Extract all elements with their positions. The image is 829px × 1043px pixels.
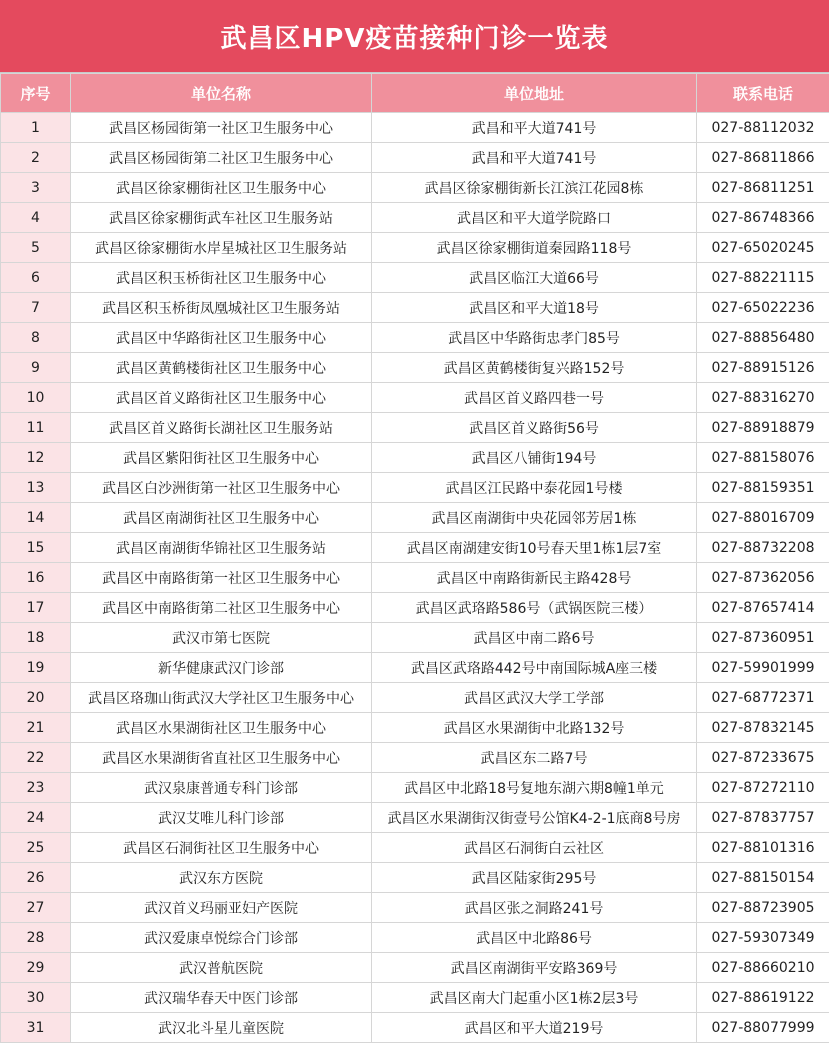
row-address: 武昌区东二路7号 [372, 743, 697, 773]
row-phone: 027-87657414 [697, 593, 829, 623]
row-address: 武昌区和平大道219号 [372, 1013, 697, 1043]
row-address: 武昌区中南二路6号 [372, 623, 697, 653]
table-row [1, 473, 829, 503]
table-row [1, 383, 829, 413]
page-title: 武昌区HPV疫苗接种门诊一览表 [0, 0, 829, 73]
table-row [1, 593, 829, 623]
row-index: 18 [1, 623, 71, 653]
table-row [1, 113, 829, 143]
table-row [1, 143, 829, 173]
row-address: 武昌区和平大道18号 [372, 293, 697, 323]
row-address: 武昌区中华路街忠孝门85号 [372, 323, 697, 353]
row-name: 武昌区积玉桥街社区卫生服务中心 [71, 263, 372, 293]
row-name: 武昌区中南路街第二社区卫生服务中心 [71, 593, 372, 623]
row-address: 武昌区黄鹤楼街复兴路152号 [372, 353, 697, 383]
row-index: 5 [1, 233, 71, 263]
row-name: 武昌区白沙洲街第一社区卫生服务中心 [71, 473, 372, 503]
table-row [1, 923, 829, 953]
row-address: 武昌区石洞街白云社区 [372, 833, 697, 863]
row-index: 2 [1, 143, 71, 173]
row-address: 武昌区临江大道66号 [372, 263, 697, 293]
table-row [1, 173, 829, 203]
row-index: 26 [1, 863, 71, 893]
row-name: 武昌区首义路街长湖社区卫生服务站 [71, 413, 372, 443]
row-index: 28 [1, 923, 71, 953]
row-name: 武汉市第七医院 [71, 623, 372, 653]
row-address: 武昌区南湖建安街10号春天里1栋1层7室 [372, 533, 697, 563]
row-name: 武昌区中南路街第一社区卫生服务中心 [71, 563, 372, 593]
row-name: 武昌区南湖街社区卫生服务中心 [71, 503, 372, 533]
row-name: 武汉瑞华春天中医门诊部 [71, 983, 372, 1013]
row-phone: 027-88101316 [697, 833, 829, 863]
row-phone: 027-87272110 [697, 773, 829, 803]
row-address: 武昌区武汉大学工学部 [372, 683, 697, 713]
row-phone: 027-87360951 [697, 623, 829, 653]
row-name: 武汉东方医院 [71, 863, 372, 893]
table-row [1, 623, 829, 653]
row-address: 武昌区水果湖街中北路132号 [372, 713, 697, 743]
row-name: 武昌区徐家棚街社区卫生服务中心 [71, 173, 372, 203]
row-index: 3 [1, 173, 71, 203]
row-index: 1 [1, 113, 71, 143]
row-name: 武昌区首义路街社区卫生服务中心 [71, 383, 372, 413]
row-index: 17 [1, 593, 71, 623]
row-index: 21 [1, 713, 71, 743]
row-phone: 027-65022236 [697, 293, 829, 323]
row-address: 武昌区南大门起重小区1栋2层3号 [372, 983, 697, 1013]
table-row [1, 1013, 829, 1043]
row-address: 武昌区中北路86号 [372, 923, 697, 953]
row-phone: 027-88316270 [697, 383, 829, 413]
table-row [1, 833, 829, 863]
row-index: 25 [1, 833, 71, 863]
row-index: 27 [1, 893, 71, 923]
row-phone: 027-59901999 [697, 653, 829, 683]
table-header [1, 74, 829, 113]
row-phone: 027-88150154 [697, 863, 829, 893]
clinic-table [0, 73, 829, 1043]
row-index: 10 [1, 383, 71, 413]
table-row [1, 983, 829, 1013]
table-row [1, 563, 829, 593]
row-address: 武昌区中南路街新民主路428号 [372, 563, 697, 593]
row-phone: 027-88221115 [697, 263, 829, 293]
row-name: 新华健康武汉门诊部 [71, 653, 372, 683]
row-address: 武昌和平大道741号 [372, 143, 697, 173]
table-row [1, 683, 829, 713]
table-row [1, 233, 829, 263]
table-row [1, 503, 829, 533]
header-name: 单位名称 [71, 74, 372, 113]
row-phone: 027-65020245 [697, 233, 829, 263]
header-row [1, 74, 829, 113]
row-index: 14 [1, 503, 71, 533]
row-index: 13 [1, 473, 71, 503]
table-row [1, 443, 829, 473]
row-phone: 027-68772371 [697, 683, 829, 713]
row-name: 武汉普航医院 [71, 953, 372, 983]
row-index: 9 [1, 353, 71, 383]
row-index: 4 [1, 203, 71, 233]
row-phone: 027-88016709 [697, 503, 829, 533]
row-address: 武昌区首义路街56号 [372, 413, 697, 443]
row-index: 29 [1, 953, 71, 983]
row-phone: 027-88077999 [697, 1013, 829, 1043]
row-phone: 027-59307349 [697, 923, 829, 953]
row-name: 武昌区水果湖街社区卫生服务中心 [71, 713, 372, 743]
row-phone: 027-87832145 [697, 713, 829, 743]
row-index: 15 [1, 533, 71, 563]
row-index: 11 [1, 413, 71, 443]
row-address: 武昌区陆家街295号 [372, 863, 697, 893]
row-name: 武昌区南湖街华锦社区卫生服务站 [71, 533, 372, 563]
row-phone: 027-88723905 [697, 893, 829, 923]
row-address: 武昌区首义路四巷一号 [372, 383, 697, 413]
table-row [1, 863, 829, 893]
table-row [1, 743, 829, 773]
row-phone: 027-88158076 [697, 443, 829, 473]
row-index: 19 [1, 653, 71, 683]
row-phone: 027-88619122 [697, 983, 829, 1013]
row-address: 武昌区徐家棚街道秦园路118号 [372, 233, 697, 263]
row-address: 武昌区和平大道学院路口 [372, 203, 697, 233]
header-phone: 联系电话 [697, 74, 829, 113]
row-phone: 027-86811251 [697, 173, 829, 203]
header-index: 序号 [1, 74, 71, 113]
row-name: 武昌区杨园街第一社区卫生服务中心 [71, 113, 372, 143]
row-phone: 027-88915126 [697, 353, 829, 383]
row-address: 武昌和平大道741号 [372, 113, 697, 143]
row-name: 武汉首义玛丽亚妇产医院 [71, 893, 372, 923]
row-index: 8 [1, 323, 71, 353]
row-address: 武昌区武珞路586号（武锅医院三楼） [372, 593, 697, 623]
row-phone: 027-88918879 [697, 413, 829, 443]
row-name: 武昌区积玉桥街凤凰城社区卫生服务站 [71, 293, 372, 323]
row-name: 武昌区水果湖街省直社区卫生服务中心 [71, 743, 372, 773]
row-name: 武昌区石洞街社区卫生服务中心 [71, 833, 372, 863]
row-index: 24 [1, 803, 71, 833]
row-address: 武昌区八铺街194号 [372, 443, 697, 473]
row-index: 6 [1, 263, 71, 293]
row-phone: 027-88732208 [697, 533, 829, 563]
row-name: 武汉爱康卓悦综合门诊部 [71, 923, 372, 953]
row-name: 武昌区中华路街社区卫生服务中心 [71, 323, 372, 353]
row-address: 武昌区张之洞路241号 [372, 893, 697, 923]
table-row [1, 263, 829, 293]
table-row [1, 293, 829, 323]
table-row [1, 953, 829, 983]
row-address: 武昌区徐家棚街新长江滨江花园8栋 [372, 173, 697, 203]
row-phone: 027-87837757 [697, 803, 829, 833]
row-address: 武昌区南湖街中央花园邻芳居1栋 [372, 503, 697, 533]
row-index: 30 [1, 983, 71, 1013]
row-phone: 027-88856480 [697, 323, 829, 353]
table-body [1, 113, 829, 1043]
row-name: 武昌区珞珈山街武汉大学社区卫生服务中心 [71, 683, 372, 713]
row-phone: 027-88159351 [697, 473, 829, 503]
row-phone: 027-87362056 [697, 563, 829, 593]
row-phone: 027-88112032 [697, 113, 829, 143]
row-name: 武昌区徐家棚街武车社区卫生服务站 [71, 203, 372, 233]
row-name: 武汉北斗星儿童医院 [71, 1013, 372, 1043]
row-index: 7 [1, 293, 71, 323]
row-name: 武汉艾唯儿科门诊部 [71, 803, 372, 833]
row-index: 16 [1, 563, 71, 593]
table-row [1, 533, 829, 563]
table-row [1, 413, 829, 443]
row-index: 20 [1, 683, 71, 713]
row-address: 武昌区水果湖街汉街壹号公馆K4-2-1底商8号房 [372, 803, 697, 833]
table-row [1, 773, 829, 803]
row-phone: 027-87233675 [697, 743, 829, 773]
row-index: 22 [1, 743, 71, 773]
row-name: 武昌区黄鹤楼街社区卫生服务中心 [71, 353, 372, 383]
table-row [1, 353, 829, 383]
row-address: 武昌区中北路18号复地东湖六期8幢1单元 [372, 773, 697, 803]
row-address: 武昌区江民路中泰花园1号楼 [372, 473, 697, 503]
table-row [1, 323, 829, 353]
row-phone: 027-86811866 [697, 143, 829, 173]
table-row [1, 803, 829, 833]
row-name: 武昌区杨园街第二社区卫生服务中心 [71, 143, 372, 173]
header-address: 单位地址 [372, 74, 697, 113]
row-index: 23 [1, 773, 71, 803]
row-phone: 027-86748366 [697, 203, 829, 233]
table-row [1, 203, 829, 233]
row-name: 武昌区徐家棚街水岸星城社区卫生服务站 [71, 233, 372, 263]
row-address: 武昌区武珞路442号中南国际城A座三楼 [372, 653, 697, 683]
row-address: 武昌区南湖街平安路369号 [372, 953, 697, 983]
table-row [1, 893, 829, 923]
row-index: 31 [1, 1013, 71, 1043]
table-row [1, 653, 829, 683]
row-name: 武汉泉康普通专科门诊部 [71, 773, 372, 803]
row-phone: 027-88660210 [697, 953, 829, 983]
row-index: 12 [1, 443, 71, 473]
table-row [1, 713, 829, 743]
row-name: 武昌区紫阳街社区卫生服务中心 [71, 443, 372, 473]
